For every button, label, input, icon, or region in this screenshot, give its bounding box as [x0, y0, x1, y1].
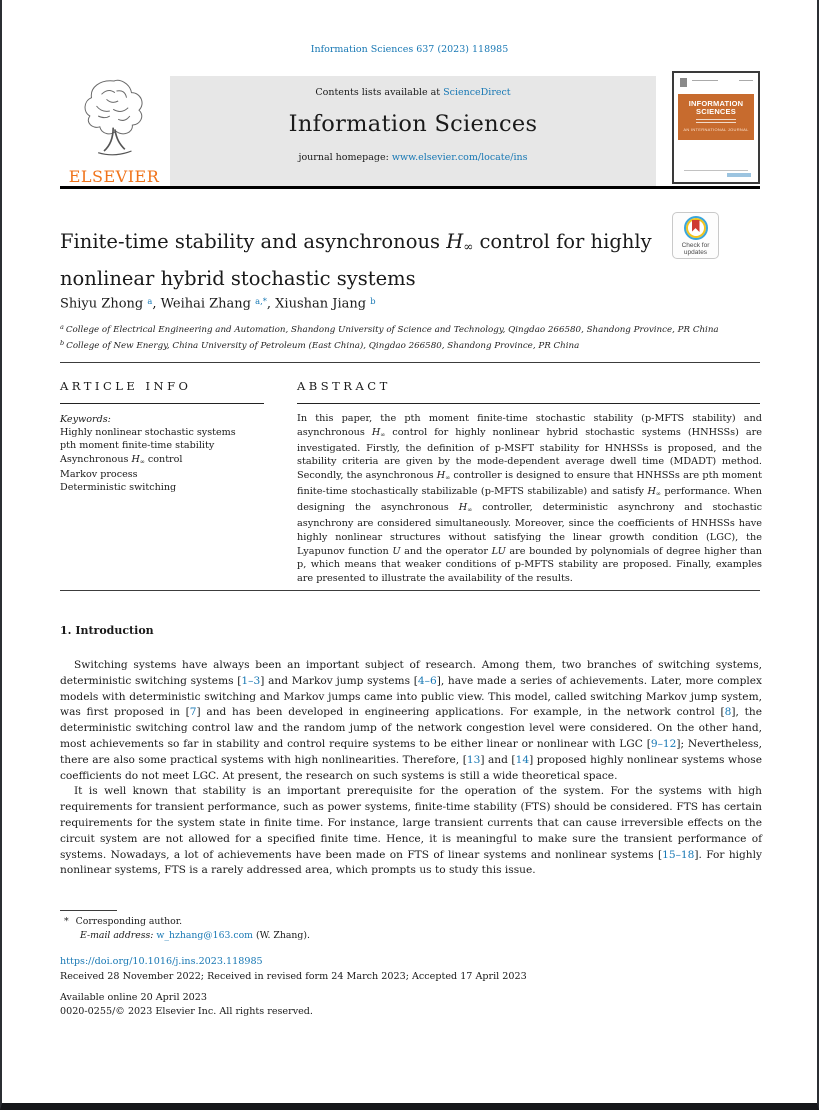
intro-paragraph — [60, 784, 762, 879]
inline-link[interactable]: 13 — [466, 753, 481, 766]
journal-citation-link[interactable]: Information Sciences 637 (2023) 118985 — [310, 44, 509, 55]
text-segment: a — [147, 296, 153, 306]
header-rule — [60, 186, 760, 189]
badge-label — [673, 242, 718, 256]
affiliation-b — [60, 337, 719, 353]
affiliation-text: College of New Energy, China University of Petroleum (East China), Qingdao 266580, Shandong Province, PR China — [66, 341, 580, 352]
elsevier-tree-icon — [60, 76, 168, 156]
text-segment: H — [647, 486, 656, 498]
text-segment: ] and [ — [480, 753, 516, 766]
section-divider — [60, 362, 760, 363]
affiliation-marker: a — [60, 323, 64, 331]
text-segment: controller is designed to ensure that HNHSSs are pth moment finite-time stochastically stabilizable (p-MFTS stabilizable) and satisfy — [297, 470, 762, 498]
cover-subtitle: AN INTERNATIONAL JOURNAL — [683, 127, 749, 132]
text-segment: a,* — [255, 296, 267, 306]
inline-link[interactable]: 15–18 — [662, 848, 695, 861]
cover-bottomline-decor — [684, 170, 748, 171]
cover-text-decor — [696, 122, 736, 123]
badge-label-line1: Check for — [681, 242, 710, 249]
inline-link[interactable]: 1–3 — [241, 674, 261, 687]
cover-mini-logo-icon — [680, 78, 687, 87]
cover-title-line2: SCIENCES — [696, 107, 736, 116]
keyword-item — [60, 439, 285, 452]
text-segment: Switching systems have always been an important subject of research. Among them, two branches of switching systems, deterministic switching systems [ — [60, 659, 762, 687]
text-segment: controller, deterministic asynchrony and stochastic asynchrony are considered simultaneously. Moreover, since the coefficients of HNHSSs have highly nonlinear structures without satisfying the linear growth condition (LGC), the Lyapunov function — [297, 502, 762, 557]
text-segment: ∞ — [655, 490, 661, 498]
bookmark-icon — [692, 220, 700, 232]
text-segment: H — [458, 502, 468, 514]
abstract-heading: ABSTRACT — [297, 379, 391, 393]
sciencedirect-link[interactable]: ScienceDirect — [443, 87, 511, 98]
text-segment: E-mail address: — [80, 930, 154, 941]
text-segment: ∞ — [445, 474, 451, 482]
cover-text-decor — [696, 119, 736, 120]
text-segment: Highly nonlinear stochastic systems — [60, 427, 236, 439]
text-segment: b — [370, 296, 376, 306]
affiliation-marker: b — [60, 339, 65, 348]
cover-topline-decor — [692, 80, 718, 81]
text-segment: and the operator — [400, 545, 492, 557]
received-dates: Received 28 November 2022; Received in revised form 24 March 2023; Accepted 17 April 2023 — [60, 971, 527, 982]
copyright-line: 0020-0255/© 2023 Elsevier Inc. All rights reserved. — [60, 1006, 313, 1017]
text-segment: In this paper, the pth moment finite-time stochastic stability (p-MFTS stability) and asynchronous — [297, 413, 762, 438]
text-segment: Asynchronous — [60, 453, 132, 465]
elsevier-wordmark: ELSEVIER — [68, 167, 160, 186]
cover-sciencedirect-mark — [727, 173, 751, 177]
text-segment: ∞ — [380, 431, 386, 439]
inline-link[interactable]: 9–12 — [650, 737, 677, 750]
cover-title-line1: INFORMATION — [688, 99, 744, 108]
text-segment: Markov process — [60, 469, 138, 481]
text-segment: It is well known that stability is an important prerequisite for the operation of the system. For the systems with high requirements for transient performance, such as power systems, finite-time stability (FTS) should be considered. FTS has certain requirements for the system state in finite time. For instance, large transient currents that can cause irreversible effects on the circuit system are not allowed for a specified finite time. Hence, it is meaningful to make sure the transient performance of systems. Nowadays, a lot of achievements have been made on FTS of linear systems and nonlinear systems [ — [60, 785, 762, 861]
text-segment: L — [491, 545, 498, 557]
keywords-label: Keywords: — [60, 414, 111, 425]
inline-link[interactable]: 8 — [724, 706, 732, 719]
homepage-line — [170, 152, 656, 163]
text-segment: control for highly nonlinear hybrid stochastic systems — [60, 230, 652, 290]
introduction-text — [60, 658, 762, 879]
text-segment: ∞ — [467, 506, 473, 514]
author-line — [60, 296, 376, 312]
text-segment: U — [497, 545, 506, 557]
badge-label-line2: updates — [683, 249, 708, 256]
article-info-heading: ARTICLE INFO — [60, 379, 192, 393]
cover-topline-decor — [739, 80, 753, 81]
text-segment: , Weihai Zhang — [152, 296, 256, 312]
text-segment: ], the deterministic switching control law and the random jump of the network congestion level were considered. On the other hand, most achievements so far in stability and control require systems to be either linear or nonlinear with LGC [ — [60, 706, 763, 750]
inline-link[interactable]: 7 — [189, 706, 197, 719]
homepage-prefix: journal homepage: — [298, 152, 392, 163]
affiliation-a — [60, 321, 719, 337]
text-segment: ], have made a series of achievements. Later, more complex models with deterministic switching and Markov jumps came into public view. This model, called switching Markov jump system, was first proposed in [ — [60, 674, 762, 719]
text-segment: pth moment finite-time stability — [60, 440, 215, 452]
text-segment: are bounded by polynomials of degree higher than p, which means that weaker conditions of p-MFTS stability are proposed. Finally, examples are presented to illustrate the availability of the results. — [297, 545, 763, 584]
corresponding-author-text: Corresponding author. — [75, 916, 183, 927]
section-divider — [60, 590, 760, 591]
check-updates-icon — [684, 216, 708, 240]
header-banner — [60, 76, 760, 186]
check-for-updates-badge[interactable] — [672, 212, 719, 259]
text-segment: H — [446, 230, 464, 253]
text-segment: ] and Markov jump systems [ — [260, 674, 418, 687]
inline-link[interactable]: 14 — [515, 753, 530, 766]
banner-center — [170, 76, 656, 186]
text-segment: Deterministic switching — [60, 482, 177, 494]
text-segment: ] and has been developed in engineering applications. For example, in the network control [ — [196, 706, 725, 719]
journal-cover-thumbnail[interactable] — [672, 71, 760, 184]
available-online: Available online 20 April 2023 — [60, 992, 207, 1003]
abstract-rule — [297, 403, 760, 404]
email-line — [80, 930, 310, 941]
keywords-block — [60, 413, 285, 495]
doi-link[interactable]: https://doi.org/10.1016/j.ins.2023.118985 — [60, 956, 263, 967]
text-segment: control for highly nonlinear hybrid stochastic systems (HNHSSs) are investigated. Firstly, the definition of p-MSFT stability for HNHSSs is proposed, and the stability criteria are given by the mode-dependent average dwell time (MDADT) method. Secondly, the asynchronous — [297, 426, 762, 482]
text-segment: H — [436, 470, 446, 482]
footnote-asterisk: * — [64, 916, 69, 927]
journal-title: Information Sciences — [288, 111, 538, 137]
text-segment: ∞ — [463, 239, 474, 254]
text-segment: ]. For highly nonlinear systems, FTS is a rarely addressed area, which prompts us to study this issue. — [60, 848, 763, 877]
corresponding-author-note — [64, 916, 182, 927]
cover-orange-panel — [678, 94, 754, 140]
section-heading-introduction: 1. Introduction — [60, 624, 154, 637]
inline-link[interactable]: w_hzhang@163.com — [156, 930, 253, 941]
text-segment: control — [144, 453, 183, 465]
text-segment: ]; Nevertheless, there are also some practical systems with high nonlinearities. Therefore, [ — [60, 737, 762, 766]
keyword-item — [60, 453, 285, 469]
intro-paragraph — [60, 658, 762, 784]
text-segment: H — [131, 453, 140, 465]
text-segment: ∞ — [139, 457, 145, 465]
contents-line — [170, 87, 656, 98]
text-segment: performance. When designing the asynchronous — [297, 486, 762, 514]
footnote-rule — [60, 910, 117, 911]
text-segment: U — [392, 545, 401, 557]
elsevier-logo[interactable] — [60, 76, 168, 186]
keyword-item — [60, 426, 285, 439]
article-info-rule — [60, 403, 264, 404]
contents-prefix: Contents lists available at — [315, 87, 444, 98]
text-segment: , Xiushan Jiang — [266, 296, 371, 312]
journal-homepage-link[interactable]: www.elsevier.com/locate/ins — [391, 152, 528, 163]
text-segment: H — [371, 426, 381, 438]
article-title — [60, 226, 672, 294]
inline-link[interactable]: 4–6 — [417, 674, 437, 687]
text-segment: ] proposed highly nonlinear systems whose coefficients do not meet LGC. At present, the research on such systems is still a wide theoretical space. — [60, 753, 762, 782]
affiliations — [60, 321, 719, 354]
text-segment: (W. Zhang). — [252, 930, 310, 941]
abstract-text — [297, 412, 762, 586]
affiliation-text: College of Electrical Engineering and Automation, Shandong University of Science and Technology, Qingdao 266580, Shandong Province, PR China — [65, 324, 719, 335]
keyword-item — [60, 481, 285, 494]
text-segment: Finite-time stability and asynchronous — [60, 230, 447, 253]
keyword-item — [60, 468, 285, 481]
text-segment: Shiyu Zhong — [60, 296, 148, 312]
